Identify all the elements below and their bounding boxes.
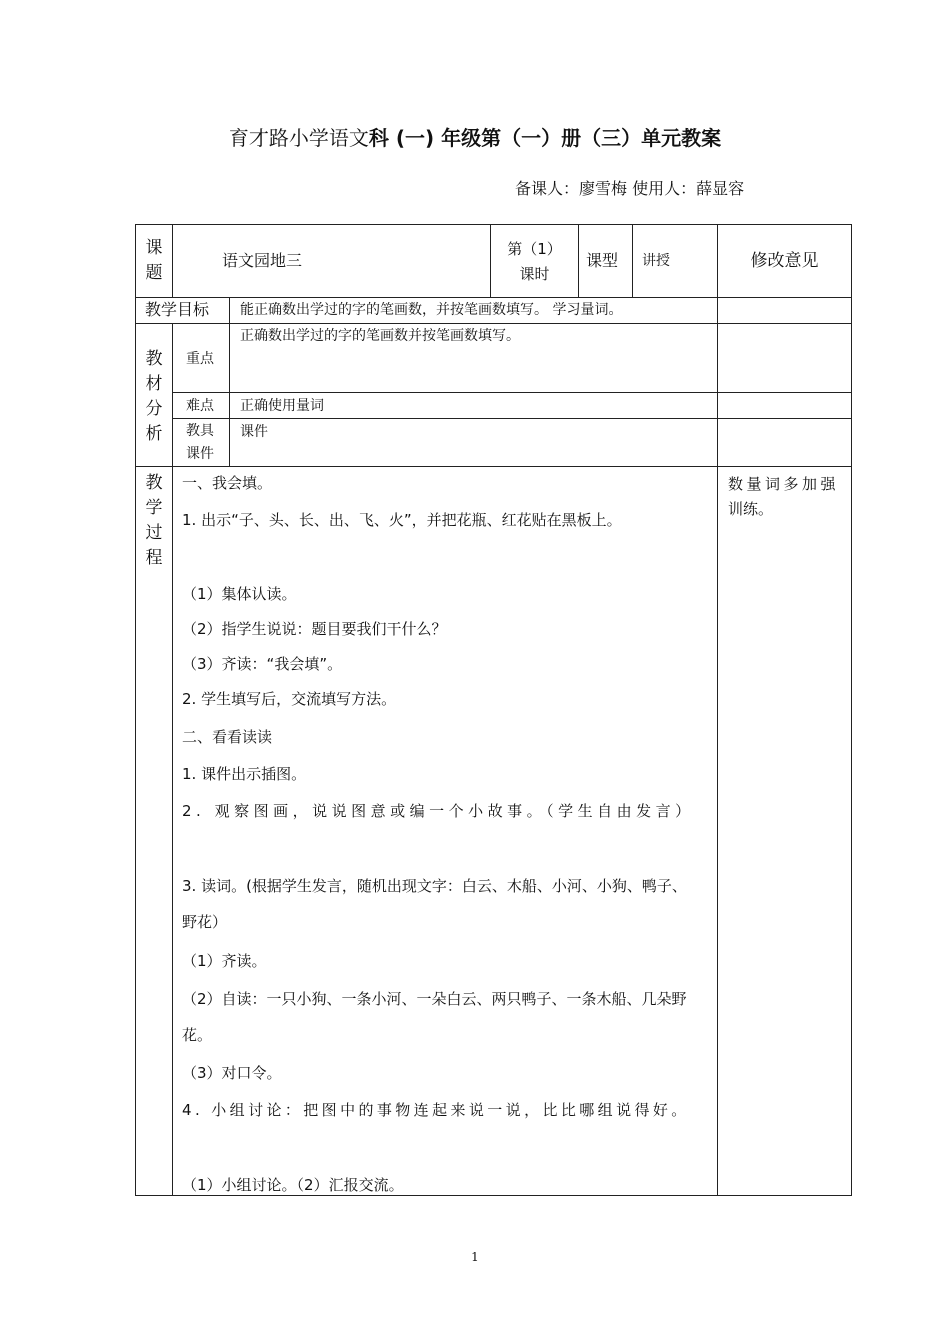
column-divider — [172, 323, 173, 1196]
key-point-label: 重点 — [186, 351, 214, 367]
analysis-label-char: 析 — [145, 424, 163, 444]
process-step: 野花） — [182, 913, 228, 931]
period-line2: 课时 — [519, 265, 550, 283]
process-step: 一、我会填。 — [182, 474, 273, 492]
difficulty-value: 正确使用量词 — [240, 398, 324, 414]
process-step: 1. 课件出示插图。 — [182, 765, 307, 783]
process-step: 4. 小组讨论：把图中的事物连起来说一说，比比哪组说得好。 — [182, 1101, 690, 1119]
analysis-label-char: 教 — [145, 349, 163, 369]
process-step: 2. 观察图画，说说图意或编一个小故事。（学生自由发言） — [182, 802, 695, 820]
column-divider — [172, 224, 173, 298]
teaching-tools-label — [186, 420, 214, 466]
process-step: （2）自读：一只小狗、一条小河、一朵白云、两只鸭子、一条木船、几朵野 — [182, 990, 687, 1008]
title-school: 育才路小学语文 — [228, 126, 369, 150]
difficulty-label: 难点 — [186, 398, 214, 414]
process-step: （3）齐读：“我会填”。 — [182, 655, 343, 673]
column-divider — [578, 224, 579, 298]
process-label-char: 教 — [145, 473, 163, 493]
lesson-type-label: 课型 — [586, 251, 619, 270]
revision-note — [728, 472, 839, 522]
key-point-value: 正确数出学过的字的笔画数并按笔画数填写。 — [240, 328, 520, 344]
process-label-char: 程 — [145, 548, 163, 568]
process-step: （1）小组讨论。（2）汇报交流。 — [182, 1176, 404, 1194]
row-divider — [135, 323, 852, 324]
row-divider — [135, 297, 852, 298]
table-border-top — [135, 224, 852, 225]
process-step: （1）齐读。 — [182, 952, 267, 970]
period-cell — [491, 237, 578, 287]
revision-header: 修改意见 — [750, 251, 819, 271]
process-step: （2）指学生说说：题目要我们干什么？ — [182, 620, 447, 638]
teaching-tools-label-line2: 课件 — [186, 446, 214, 462]
column-divider — [632, 224, 633, 298]
goal-label: 教学目标 — [145, 300, 210, 319]
table-border-right — [851, 224, 852, 1196]
topic-label-line2: 题 — [145, 263, 163, 283]
title-course: 科 (一) 年级第（一）册（三）单元教案 — [368, 126, 722, 150]
process-step: 花。 — [182, 1026, 213, 1044]
topic-label-line1: 课 — [145, 238, 163, 258]
lesson-type-value: 讲授 — [642, 253, 670, 269]
process-step: 1. 出示“子、头、长、出、飞、火”，并把花瓶、红花贴在黑板上。 — [182, 511, 622, 529]
process-step: 2. 学生填写后，交流填写方法。 — [182, 690, 397, 708]
column-divider — [229, 297, 230, 467]
process-step: （1）集体认读。 — [182, 585, 297, 603]
revision-note-line1: 数量词多加强 — [728, 475, 840, 493]
analysis-label-char: 材 — [145, 374, 163, 394]
analysis-label — [136, 347, 172, 447]
row-divider — [172, 418, 852, 419]
teaching-tools-label-line1: 教具 — [186, 423, 214, 439]
row-divider — [172, 392, 852, 393]
analysis-label-char: 分 — [145, 399, 163, 419]
process-step: 3. 读词。(根据学生发言，随机出现文字：白云、木船、小河、小狗、鸭子、 — [182, 877, 687, 895]
process-label-char: 过 — [145, 523, 163, 543]
process-label-char: 学 — [145, 498, 163, 518]
revision-note-line2: 训练。 — [728, 500, 774, 518]
table-border-bottom — [135, 1195, 852, 1196]
preparer-info: 备课人：廖雪梅 使用人：薛显容 — [515, 179, 745, 198]
goal-value: 能正确数出学过的字的笔画数，并按笔画数填写。 学习量词。 — [240, 302, 623, 318]
process-step: （3）对口令。 — [182, 1064, 282, 1082]
topic-label — [136, 236, 172, 286]
row-divider — [135, 466, 852, 467]
column-divider — [717, 224, 718, 1196]
page-number: 1 — [471, 1250, 479, 1264]
topic-value: 语文园地三 — [222, 251, 303, 270]
process-step: 二、看看读读 — [182, 728, 273, 746]
process-label — [136, 471, 172, 571]
period-line1: 第（1） — [507, 240, 562, 258]
teaching-tools-value: 课件 — [240, 424, 268, 440]
